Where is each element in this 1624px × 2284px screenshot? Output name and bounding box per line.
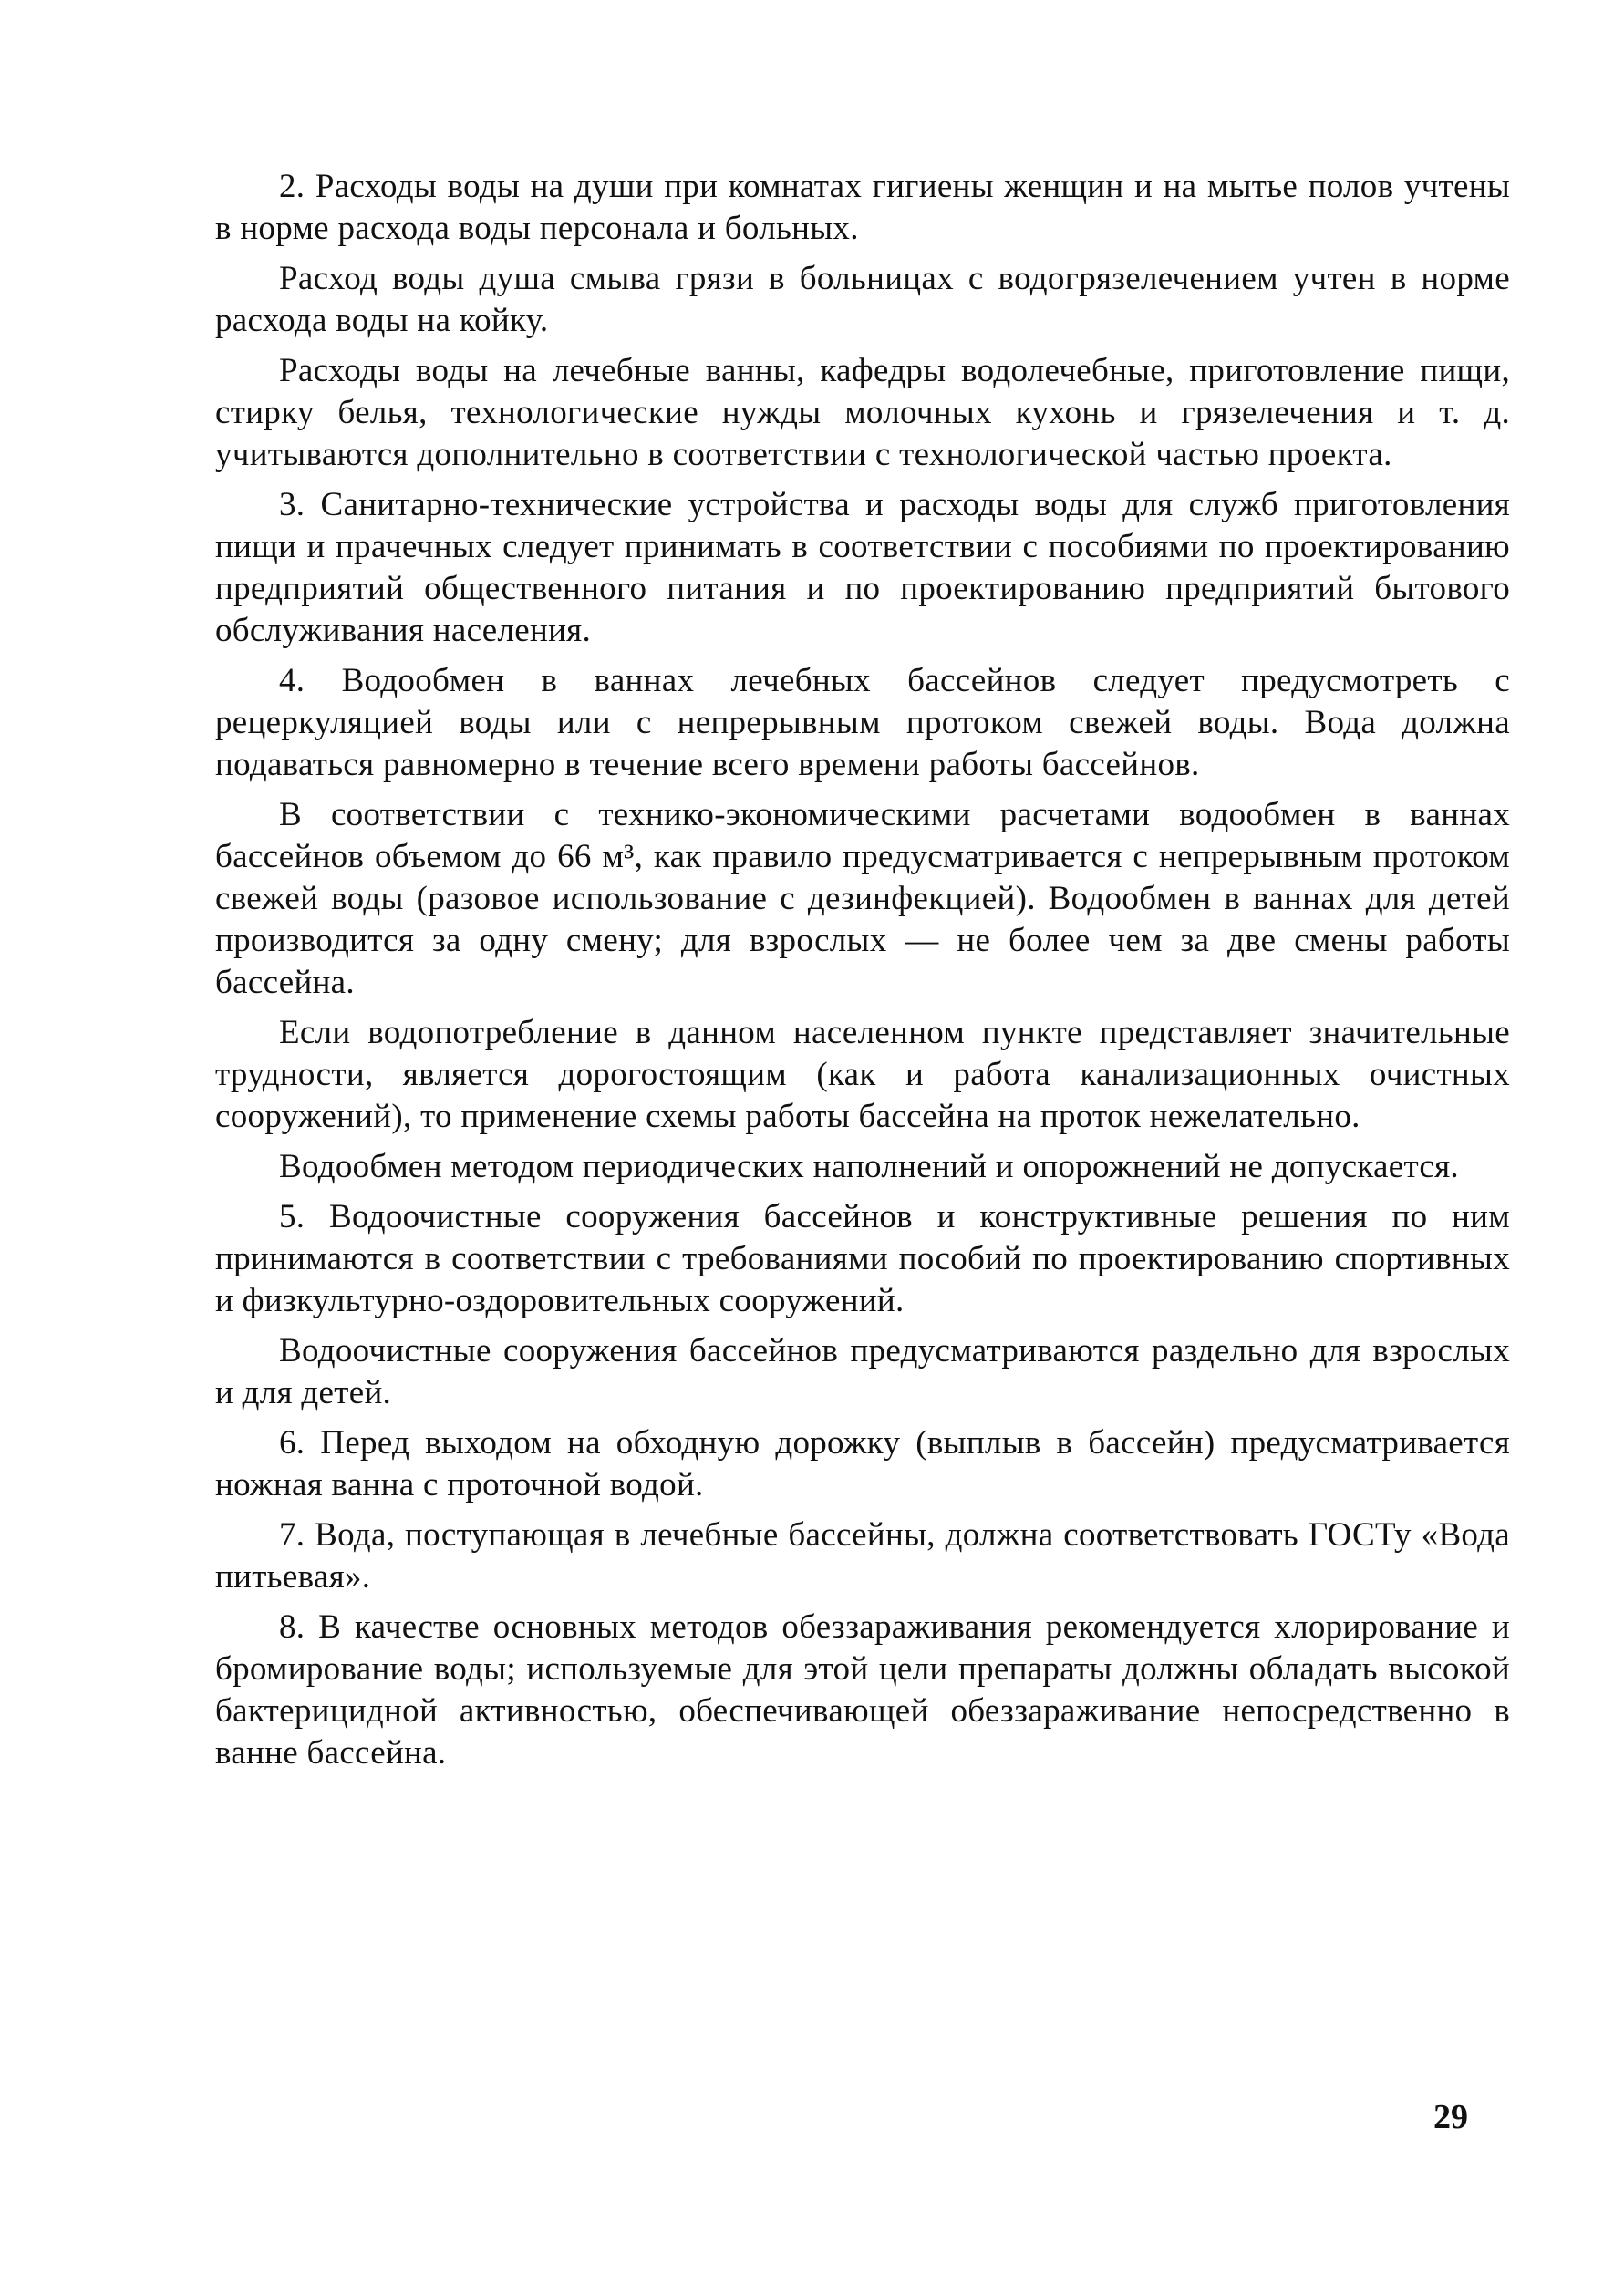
body-text: [215, 166, 1510, 1774]
paragraph-8-disinfection: 8. В качестве основных методов обеззараживания рекомендуется хлорирование и бромирование воды; используемые для этой цели препараты должны обладать высокой бактерицидной активностью, обеспечивающей обеззараживание непосредственно в ванне бассейна.: [215, 1608, 1510, 1772]
paragraph-periodic-filling: Водообмен методом периодических наполнений и опорожнений не допускается.: [279, 1148, 1459, 1185]
paragraph-pool-volume: В соответствии с технико-экономическими расчетами водообмен в ваннах бассейнов объемом до 66 м³, как правило предусматривается с непрерывным протоком свежей воды (разовое использование с дезинфекцией). Водообмен в ваннах для детей производится за одну смену; для взрослых — не более чем за две смены работы бассейна.: [215, 796, 1510, 1001]
paragraph-3-sanitary-devices: 3. Санитарно-технические устройства и расходы воды для служб приготовления пищи и прачечных следует принимать в соответствии с пособиями по проектированию предприятий общественного питания и по проектированию предприятий бытового обслуживания населения.: [215, 486, 1510, 649]
page-number: 29: [1433, 2098, 1468, 2136]
paragraph-separate-facilities: Водоочистные сооружения бассейнов предусматриваются раздельно для взрослых и для детей.: [215, 1332, 1510, 1411]
paragraph-7-water-standard: 7. Вода, поступающая в лечебные бассейны, должна соответствовать ГОСТу «Вода питьевая».: [215, 1516, 1510, 1596]
paragraph-mud-wash-shower: Расход воды душа смыва грязи в больницах с водогрязелечением учтен в норме расхода воды на койку.: [215, 260, 1510, 339]
paragraph-5-treatment-facilities: 5. Водоочистные сооружения бассейнов и конструктивные решения по ним принимаются в соответствии с требованиями пособий по проектированию спортивных и физкультурно-оздоровительных сооружений.: [215, 1198, 1510, 1319]
paragraph-therapeutic-baths: Расходы воды на лечебные ванны, кафедры водолечебные, приготовление пищи, стирку белья, технологические нужды молочных кухонь и грязелечения и т. д. учитываются дополнительно в соответствии с технологической частью проекта.: [215, 352, 1510, 473]
paragraph-4-water-exchange: 4. Водообмен в ваннах лечебных бассейнов следует предусмотреть с рецеркуляцией воды или с непрерывным протоком свежей воды. Вода должна подаваться равномерно в течение всего времени работы бассейнов.: [215, 662, 1510, 783]
paragraph-6-foot-bath: 6. Перед выходом на обходную дорожку (выплыв в бассейн) предусматривается ножная ванна с проточной водой.: [215, 1424, 1510, 1504]
paragraph-water-consumption: Если водопотребление в данном населенном пункте представляет значительные трудности, является дорогостоящим (как и работа канализационных очистных сооружений), то применение схемы работы бассейна на проток нежелательно.: [215, 1014, 1510, 1135]
paragraph-2-shower-water: 2. Расходы воды на души при комнатах гигиены женщин и на мытье полов учтены в норме расхода воды персонала и больных.: [215, 168, 1510, 247]
